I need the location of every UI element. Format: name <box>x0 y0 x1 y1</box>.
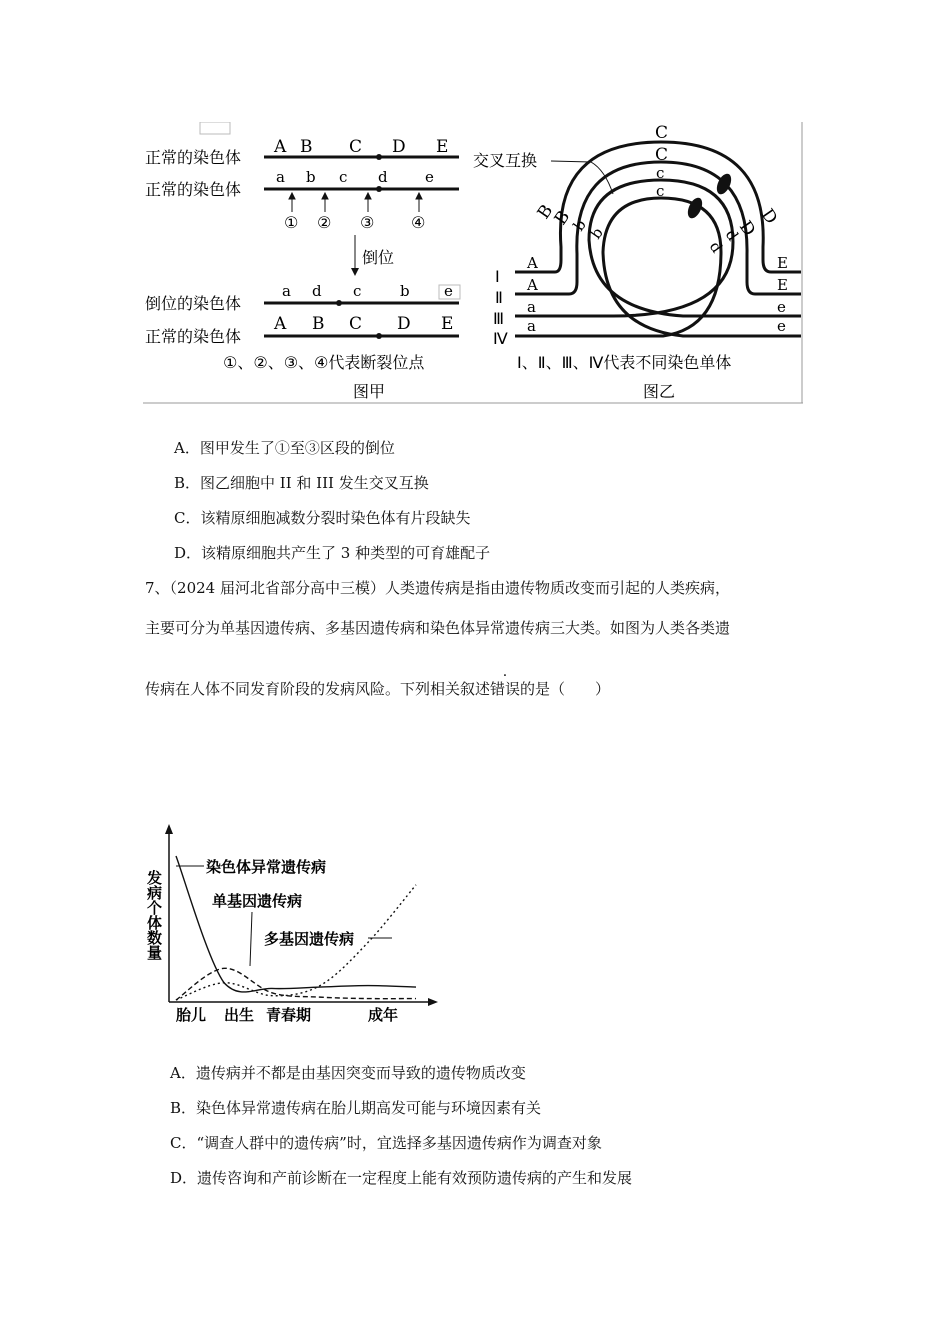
disease-risk-chart <box>140 818 450 1030</box>
gene: E <box>441 314 454 334</box>
y-axis-label: 发病个体数量 <box>145 870 163 960</box>
centromere <box>336 300 342 306</box>
q7-stem-text: 的是（ ） <box>520 680 611 698</box>
gene: c <box>353 282 362 300</box>
centromere <box>376 333 382 339</box>
crossover-label: 交叉互换 <box>473 151 538 170</box>
chromosome-figure-svg <box>143 122 805 406</box>
gene: D <box>756 205 782 229</box>
series-label: 单基因遗传病 <box>212 892 303 910</box>
q7-stem-text: 传病在人体不同发育阶段的发病风险。下列相关叙述 <box>145 680 491 698</box>
gene: B <box>533 201 558 223</box>
gene: e <box>777 317 786 335</box>
q7-option-c: C．“调查人群中的遗传病”时，宜选择多基因遗传病作为调查对象 <box>170 1134 602 1152</box>
gene: c <box>339 168 348 186</box>
q6-option-c: C．该精原细胞减数分裂时染色体有片段缺失 <box>174 509 471 527</box>
gene: d <box>312 282 322 300</box>
series-line-2 <box>176 968 416 1000</box>
gene: d <box>705 237 726 257</box>
q7-option-d: D．遗传咨询和产前诊断在一定程度上能有效预防遗传病的产生和发展 <box>170 1169 633 1187</box>
gene: e <box>425 168 434 186</box>
strand-label: Ⅳ <box>493 329 508 348</box>
break-point-label: ① <box>284 213 299 232</box>
gene: d <box>378 168 388 186</box>
jia-row1-label: 正常的染色体 <box>145 148 242 167</box>
gene: d <box>721 225 742 245</box>
strand-label: Ⅰ <box>495 267 500 286</box>
yi-caption: Ⅰ、Ⅱ、Ⅲ、Ⅳ代表不同染色单体 <box>517 353 732 372</box>
q6-option-a: A．图甲发生了①至③区段的倒位 <box>174 439 395 457</box>
gene: c <box>656 182 665 200</box>
jia-row2-label: 正常的染色体 <box>145 180 242 199</box>
gene: a <box>527 317 536 335</box>
break-point-label: ④ <box>411 213 426 232</box>
gene: B <box>300 137 313 157</box>
gene: b <box>400 282 410 300</box>
jia-title: 图甲 <box>353 382 386 401</box>
series-line-1 <box>176 856 416 992</box>
gene: A <box>527 254 538 272</box>
gene: a <box>282 282 291 300</box>
gene: C <box>349 314 363 334</box>
gene: a <box>527 298 536 316</box>
q6-option-b: B．图乙细胞中 II 和 III 发生交叉互换 <box>174 474 429 492</box>
gene: B <box>312 314 325 334</box>
yi-title: 图乙 <box>643 382 676 401</box>
jia-row3-label: 倒位的染色体 <box>145 294 242 313</box>
gene: c <box>656 164 665 182</box>
q7-stem-line1: 7、（2024 届河北省部分高中三模）人类遗传病是指由遗传物质改变而引起的人类疾病， <box>145 579 730 597</box>
q6-option-d: D．该精原细胞共产生了 3 种类型的可育雄配子 <box>174 544 491 562</box>
series-label: 多基因遗传病 <box>264 930 355 948</box>
break-point-label: ③ <box>360 213 375 232</box>
jia-row4-label: 正常的染色体 <box>145 327 242 346</box>
gene: C <box>349 137 363 157</box>
series-label: 染色体异常遗传病 <box>206 858 327 876</box>
gene: b <box>586 224 607 243</box>
x-tick-label: 胎儿 <box>176 1006 207 1024</box>
gene: b <box>306 168 316 186</box>
gene: E <box>436 137 449 157</box>
strand-label: Ⅲ <box>493 309 505 328</box>
x-tick-label: 青春期 <box>266 1006 312 1024</box>
gene: b <box>569 216 590 235</box>
x-tick-label: 成年 <box>368 1006 399 1024</box>
gene: a <box>276 168 285 186</box>
q7-stem-line2: 主要可分为单基因遗传病、多基因遗传病和染色体异常遗传病三大类。如图为人类各类遗 <box>145 619 731 637</box>
gene: C <box>655 145 669 165</box>
gene: D <box>734 217 760 241</box>
gene: e <box>777 298 786 316</box>
inversion-label: 倒位 <box>362 248 395 267</box>
gene: C <box>655 123 669 143</box>
q7-option-a: A．遗传病并不都是由基因突变而导致的遗传物质改变 <box>170 1064 526 1082</box>
chromosome-figure <box>143 122 805 406</box>
gene: D <box>392 137 406 157</box>
chart-svg <box>140 818 450 1030</box>
gene: A <box>527 276 538 294</box>
gene: A <box>274 137 287 157</box>
break-point-label: ② <box>317 213 332 232</box>
q7-option-b: B．染色体异常遗传病在胎儿期高发可能与环境因素有关 <box>170 1099 542 1117</box>
centromere <box>376 154 382 160</box>
jia-caption: ①、②、③、④代表断裂位点 <box>223 353 425 372</box>
gene: E <box>777 254 788 272</box>
q7-stem-line3 <box>145 678 610 699</box>
gene: B <box>550 207 575 229</box>
gene: D <box>397 314 411 334</box>
centromere <box>376 186 382 192</box>
gene: A <box>274 314 287 334</box>
gene: E <box>777 276 788 294</box>
gene: e <box>444 282 453 300</box>
strand-label: Ⅱ <box>495 288 503 307</box>
emphasis-word: 错误 <box>490 680 521 698</box>
x-tick-label: 出生 <box>224 1006 255 1024</box>
